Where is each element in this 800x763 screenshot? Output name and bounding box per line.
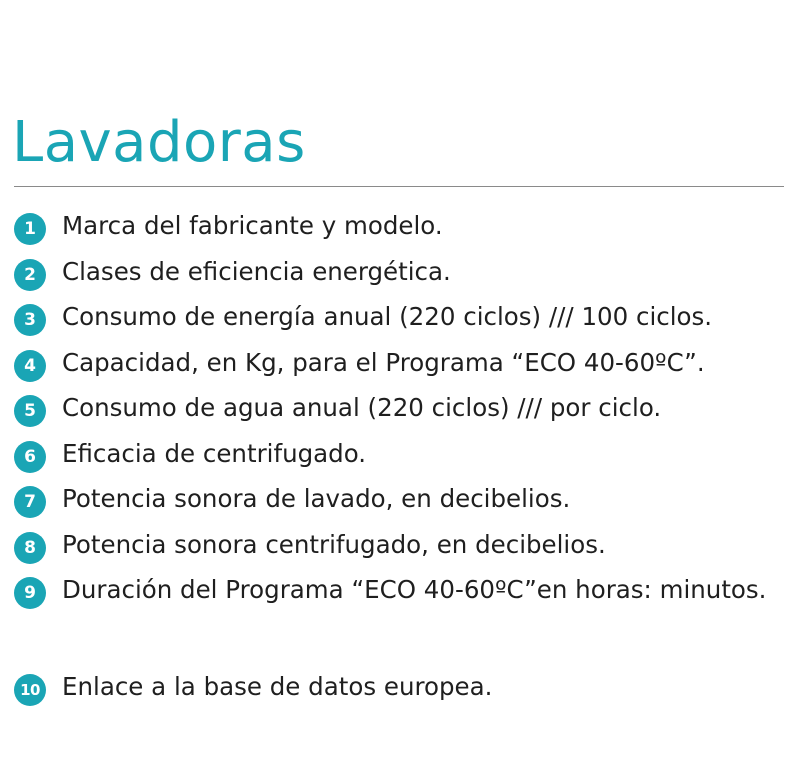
item-text: Marca del fabricante y modelo. bbox=[62, 211, 443, 240]
list-item bbox=[14, 664, 800, 710]
list-item bbox=[14, 385, 800, 431]
item-text: Capacidad, en Kg, para el Programa “ECO 40-60ºC”. bbox=[62, 347, 705, 377]
item-text: Clases de eficiencia energética. bbox=[62, 256, 451, 286]
item-text: Enlace a la base de datos europea. bbox=[62, 672, 493, 701]
number-badge: 2 bbox=[14, 259, 46, 291]
item-text: Eficacia de centrifugado. bbox=[62, 438, 367, 468]
number-badge: 4 bbox=[14, 350, 46, 382]
list-item bbox=[14, 203, 800, 249]
number-badge: 9 bbox=[14, 577, 46, 609]
number-badge: 5 bbox=[14, 395, 46, 427]
number-badge: 7 bbox=[14, 486, 46, 518]
item-text: Consumo de agua anual (220 ciclos) /// por ciclo. bbox=[62, 393, 662, 422]
number-badge: 10 bbox=[14, 674, 46, 706]
number-badge: 6 bbox=[14, 441, 46, 473]
list-item bbox=[14, 340, 800, 386]
legend-list bbox=[14, 203, 800, 710]
title-divider bbox=[14, 186, 784, 187]
item-text: Duración del Programa “ECO 40-60ºC”en horas: minutos. bbox=[62, 575, 767, 604]
list-item bbox=[14, 249, 800, 295]
item-text: Potencia sonora de lavado, en decibelios. bbox=[62, 484, 571, 513]
list-item bbox=[14, 476, 800, 522]
number-badge: 1 bbox=[14, 213, 46, 245]
item-text: Consumo de energía anual (220 ciclos) /// 100 ciclos. bbox=[62, 302, 713, 331]
item-text: Potencia sonora centrifugado, en decibelios. bbox=[62, 529, 606, 559]
list-item bbox=[14, 567, 800, 664]
number-badge: 3 bbox=[14, 304, 46, 336]
page-title: Lavadoras bbox=[12, 110, 306, 175]
number-badge: 8 bbox=[14, 532, 46, 564]
list-item bbox=[14, 522, 800, 568]
list-item bbox=[14, 431, 800, 477]
list-item bbox=[14, 294, 800, 340]
